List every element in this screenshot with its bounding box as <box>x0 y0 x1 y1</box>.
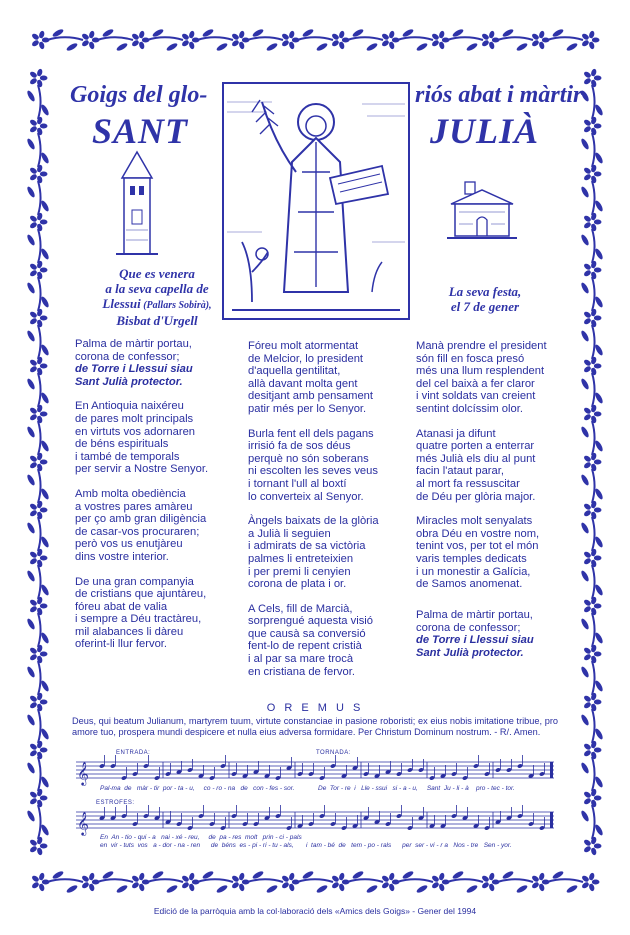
stanza-text: Fóreu molt atormentat de Melcior, lo president d'aquella gentilitat, allà davant molta gent desitjant amb pensament patir més per lo Senyor. <box>248 340 374 415</box>
estrofes-label: ESTROFES: <box>96 800 135 806</box>
saint-engraving <box>222 82 410 320</box>
oremus-heading: O R E M U S <box>266 702 364 714</box>
entrada-label: ENTRADA: <box>116 750 151 756</box>
lyrics-tornada: De Tor - re i Lle - ssui si - a - u, Sant Ju - li - à pro - tec - tor. <box>318 785 515 792</box>
stanza-text: Palma de màrtir portau, corona de confessor; <box>75 338 192 363</box>
stanza <box>248 603 428 679</box>
subtitle-left-line1: Que es venera <box>119 266 195 281</box>
oremus-prayer: Deus, qui beatum Julianum, martyrem tuum, virtute constanciae in pasione roboristi; ex eius nobis imitatione tribue, pro amore tuo, prospera mundi despicere et nulla eius adversa formidare. Per Christum Dominum nostrum. - R/. Amen. <box>72 716 558 737</box>
stanza-text: Miracles molt senyalats obra Déu en vostre nom, tenint vos, per tot el món varis temples dedicats i un monestir a Galícia, de Samos anomenat. <box>416 515 540 591</box>
subtitle-left-place: Llessui <box>102 296 141 311</box>
feast-day-subtitle <box>410 284 560 314</box>
stanza-text: Burla fent ell dels pagans irrisió fa de sos déus perquè no són soberans ni escolten les seves veus i tornant l'ull al boxtí lo converteix al Senyor. <box>248 427 378 503</box>
verse-column-2 <box>248 340 428 690</box>
stanza <box>248 428 428 504</box>
stanza-text: A Cels, fill de Marcià, sorprengué aquesta visió que causà sa conversió fent-lo de repent cristià i al par sa mare trocà en cristiana de fervor. <box>248 602 374 678</box>
lyrics-estrofes-1: En An - tio - qui - a nai - xé - reu, de pa - res molt prin - ci - pals <box>100 834 302 841</box>
stanza <box>75 488 255 564</box>
stanza <box>416 340 596 416</box>
stanza-refrain: de Torre i Llessui siau Sant Julià protector. <box>75 363 193 388</box>
stanza-text: Palma de màrtir portau, corona de confessor; <box>416 609 533 634</box>
lyrics-estrofes-3: i tam - bé de tem - po - rals per ser - vi - r a Nos - tre Sen - yor. <box>306 842 512 849</box>
title-julia: JULIÀ <box>430 111 540 151</box>
stanza-text: Amb molta obediència a vostres pares amàreu per ço amb gran diligència de casar-vos procuraren; però vos us enutjàreu dins vostre interior. <box>75 487 207 563</box>
stanza <box>416 597 596 660</box>
stanza-text: En Antioquia naixéreu de pares molt principals en virtuts vos adornaren de béns espirituals i també de temporals per servir a Nostre Senyor. <box>75 400 209 476</box>
lyrics-estrofes-2: en vir - tuts vos a - dor - na - ren de béns es - pi - ri - tu - als, <box>100 842 294 849</box>
title-line1-right: riós abat i màrtir <box>415 82 583 108</box>
subtitle-left-region: (Pallars Sobirà), <box>140 300 212 311</box>
stanza <box>416 515 596 591</box>
stanza <box>75 576 255 652</box>
title-line1-left: Goigs del glo- <box>70 82 208 108</box>
title-sant: SANT <box>92 111 189 151</box>
stanza <box>75 338 255 388</box>
verse-column-3 <box>416 340 596 672</box>
subtitle-right-line1: La seva festa, <box>448 284 522 299</box>
stanza-refrain: de Torre i Llessui siau Sant Julià protector. <box>416 634 534 660</box>
stanza-text: Àngels baixats de la glòria a Julià li seguien i admirats de sa victòria palmes li entreteixien i per premi li cenyien corona de plata i or. <box>248 515 379 591</box>
svg-text:𝄞: 𝄞 <box>77 813 89 835</box>
subtitle-left-line3 <box>72 296 242 313</box>
chapel-drawing <box>447 178 517 240</box>
bell-tower-drawing <box>112 150 162 260</box>
verse-column-1 <box>75 338 255 663</box>
subtitle-left-line4: Bisbat d'Urgell <box>116 313 198 328</box>
footer-credit: Edició de la parròquia amb la col·laboració dels «Amics dels Goigs» - Gener del 1994 <box>153 906 477 916</box>
stanza <box>248 340 428 416</box>
lyrics-entrada: Pal-ma de màr - tir por - ta - u, co - ro - na de con - fes - sor. <box>100 785 295 792</box>
stanza-text: Atanasi ja difunt quatre porten a enterrar més Julià els diu al punt facin l'ataut parar, al mort fa ressuscitar de Déu per glòria major. <box>416 427 536 503</box>
tornada-label: TORNADA: <box>316 750 351 756</box>
svg-text:𝄞: 𝄞 <box>77 763 89 785</box>
chapel-location-subtitle <box>72 266 242 328</box>
subtitle-right-line2: el 7 de gener <box>450 299 520 314</box>
stanza <box>75 400 255 476</box>
stanza <box>248 515 428 591</box>
subtitle-left-line2: a la seva capella de <box>105 281 209 296</box>
stanza-text: Manà prendre el president són fill en fosca presó més una llum resplendent del cel baixà a fer claror i vint soldats van creient sentint dolcíssim olor. <box>416 340 547 415</box>
stanza <box>416 428 596 504</box>
stanza-text: De una gran companyia de cristians que ajuntàreu, fóreu abat de valia i sempre a Déu tractàreu, mil alabances li dàreu oferint-li llur fervor. <box>75 575 207 651</box>
